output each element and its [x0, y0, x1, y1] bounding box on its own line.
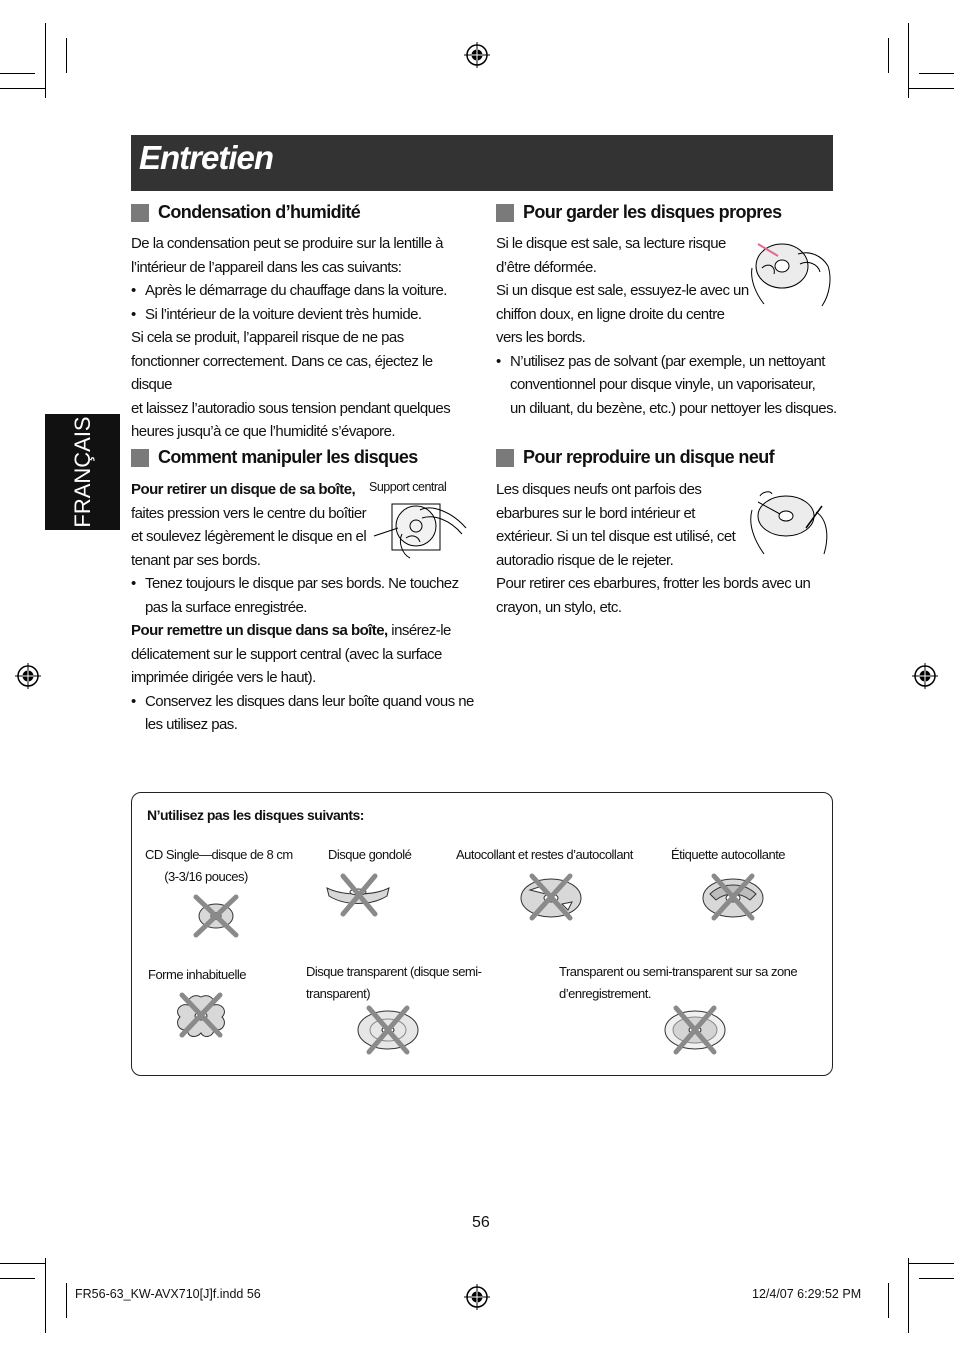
page-title-bar — [131, 135, 833, 191]
crop-mark — [919, 73, 954, 74]
text-line: tenant par ses bords. — [131, 551, 261, 569]
page-number: 56 — [472, 1214, 490, 1231]
text-line: (3-3/16 pouces) — [164, 869, 248, 884]
new-disc-text — [496, 478, 841, 619]
text-line: faites pression vers le centre du boîtier — [131, 504, 367, 522]
crop-mark — [909, 88, 954, 89]
label-sticker-label: Étiquette autocollante — [671, 847, 786, 862]
bold-lead: Pour remettre un disque dans sa boîte, — [131, 622, 388, 639]
text-line: imprimée dirigée vers le haut). — [131, 669, 316, 686]
text-line: chiffon doux, en ligne droite du centre — [496, 305, 725, 323]
text-line: Transparent ou semi-transparent sur sa zone — [559, 964, 798, 979]
section-marker-icon — [131, 449, 149, 467]
cd-single-crossed-icon — [192, 893, 240, 939]
clean-heading: Pour garder les disques propres — [523, 202, 782, 222]
label-disc-crossed-icon — [700, 872, 766, 922]
footer-date: 12/4/07 6:29:52 PM — [752, 1287, 862, 1301]
clean-text — [496, 232, 841, 420]
text-line: autoradio risque de le rejeter. — [496, 551, 674, 569]
language-tab-label: FRANÇAIS — [69, 416, 95, 528]
text-line: et soulevez légèrement le disque en el — [131, 528, 367, 545]
text-line: conventionnel pour disque vinyle, un vaporisateur, — [510, 376, 816, 393]
text-line: heures jusqu’à ce que l’humidité s’évapore. — [131, 423, 396, 440]
do-not-use-heading: N’utilisez pas les disques suivants: — [147, 807, 364, 823]
crop-mark — [908, 23, 909, 98]
text-line: transparent) — [306, 986, 371, 1001]
condensation-heading: Condensation d’humidité — [158, 202, 361, 222]
text-line: Tenez toujours le disque par ses bords. Ne touchez — [145, 575, 459, 592]
transparent-label — [306, 961, 481, 1005]
bullet-item: • Si l’intérieur de la voiture devient très humide. — [131, 303, 476, 327]
page-title: Entretien — [139, 139, 274, 176]
section-marker-icon — [496, 204, 514, 222]
handling-text — [131, 478, 476, 737]
crop-mark — [919, 1278, 954, 1279]
semi-transparent-disc-crossed-icon — [662, 1004, 728, 1056]
crop-mark — [0, 1278, 35, 1279]
registration-mark-icon — [464, 42, 490, 68]
crop-mark — [0, 88, 45, 89]
text-line: d’enregistrement. — [559, 986, 651, 1001]
sticker-label: Autocollant et restes d’autocollant — [456, 847, 633, 862]
text-line: N’utilisez pas de solvant (par exemple, un nettoyant — [510, 352, 825, 370]
bullet-item — [131, 572, 476, 619]
text-line: crayon, un stylo, etc. — [496, 598, 622, 616]
text-line: délicatement sur le support central (avec la surface — [131, 645, 442, 663]
text-line: ebarbures sur le bord intérieur et — [496, 504, 695, 522]
crop-mark — [0, 1263, 45, 1264]
text-line: les utilisez pas. — [145, 716, 238, 733]
shape-label: Forme inhabituelle — [148, 967, 246, 982]
odd-shape-disc-crossed-icon — [172, 991, 230, 1039]
text-line: Si un disque est sale, essuyez-le avec un — [496, 282, 749, 299]
footer-file: FR56-63_KW-AVX710[J]f.indd 56 — [75, 1287, 261, 1301]
cd-single-label — [145, 844, 293, 888]
text-line: De la condensation peut se produire sur la lentille à — [131, 235, 443, 252]
section-marker-icon — [131, 204, 149, 222]
support-central-label: Support central — [369, 480, 447, 494]
text-line: l’intérieur de l’appareil dans les cas suivants: — [131, 258, 402, 276]
text-line: vers les bords. — [496, 329, 586, 346]
text-line: extérieur. Si un tel disque est utilisé, cet — [496, 528, 736, 545]
crop-mark — [888, 38, 889, 73]
crop-mark — [66, 1283, 67, 1318]
text-line: CD Single—disque de 8 cm — [145, 847, 293, 862]
crop-mark — [45, 1258, 46, 1333]
bullet-item — [496, 350, 841, 421]
text-line: Disque transparent (disque semi- — [306, 964, 482, 979]
sticker-disc-crossed-icon — [518, 872, 584, 922]
text-line: un diluant, du bezène, etc.) pour nettoyer les disques. — [510, 399, 837, 417]
crop-mark — [909, 1263, 954, 1264]
crop-mark — [45, 23, 46, 98]
registration-mark-icon — [464, 1284, 490, 1310]
warped-disc-crossed-icon — [323, 872, 393, 918]
transparent-disc-crossed-icon — [355, 1004, 421, 1056]
new-disc-heading: Pour reproduire un disque neuf — [523, 447, 775, 467]
language-tab — [45, 414, 120, 530]
registration-mark-icon — [15, 663, 41, 689]
text-line: Pour retirer ces ebarbures, frotter les bords avec un — [496, 575, 811, 592]
text-line: Si le disque est sale, sa lecture risque — [496, 235, 726, 252]
text-line: pas la surface enregistrée. — [145, 598, 307, 616]
text-line: et laissez l’autoradio sous tension pendant quelques — [131, 399, 451, 417]
text-line: Si cela se produit, l’appareil risque de ne pas — [131, 329, 404, 346]
text-line: insérez-le — [387, 622, 451, 639]
warped-label: Disque gondolé — [328, 847, 412, 862]
text-line: d’être déformée. — [496, 258, 597, 276]
text-line: Les disques neufs ont parfois des — [496, 481, 702, 498]
crop-mark — [908, 1258, 909, 1333]
bullet-item: • Après le démarrage du chauffage dans la voiture. — [131, 279, 476, 303]
text-line: Conservez les disques dans leur boîte quand vous ne — [145, 692, 474, 710]
section-marker-icon — [496, 449, 514, 467]
condensation-text — [131, 232, 476, 444]
handling-heading: Comment manipuler les disques — [158, 447, 418, 467]
crop-mark — [66, 38, 67, 73]
crop-mark — [0, 73, 35, 74]
registration-mark-icon — [912, 663, 938, 689]
bold-lead: Pour retirer un disque de sa boîte, — [131, 481, 356, 498]
semi-transparent-label — [559, 961, 797, 1005]
crop-mark — [888, 1283, 889, 1318]
bullet-item — [131, 690, 476, 737]
text-line: fonctionner correctement. Dans ce cas, éjectez le disque — [131, 352, 433, 393]
